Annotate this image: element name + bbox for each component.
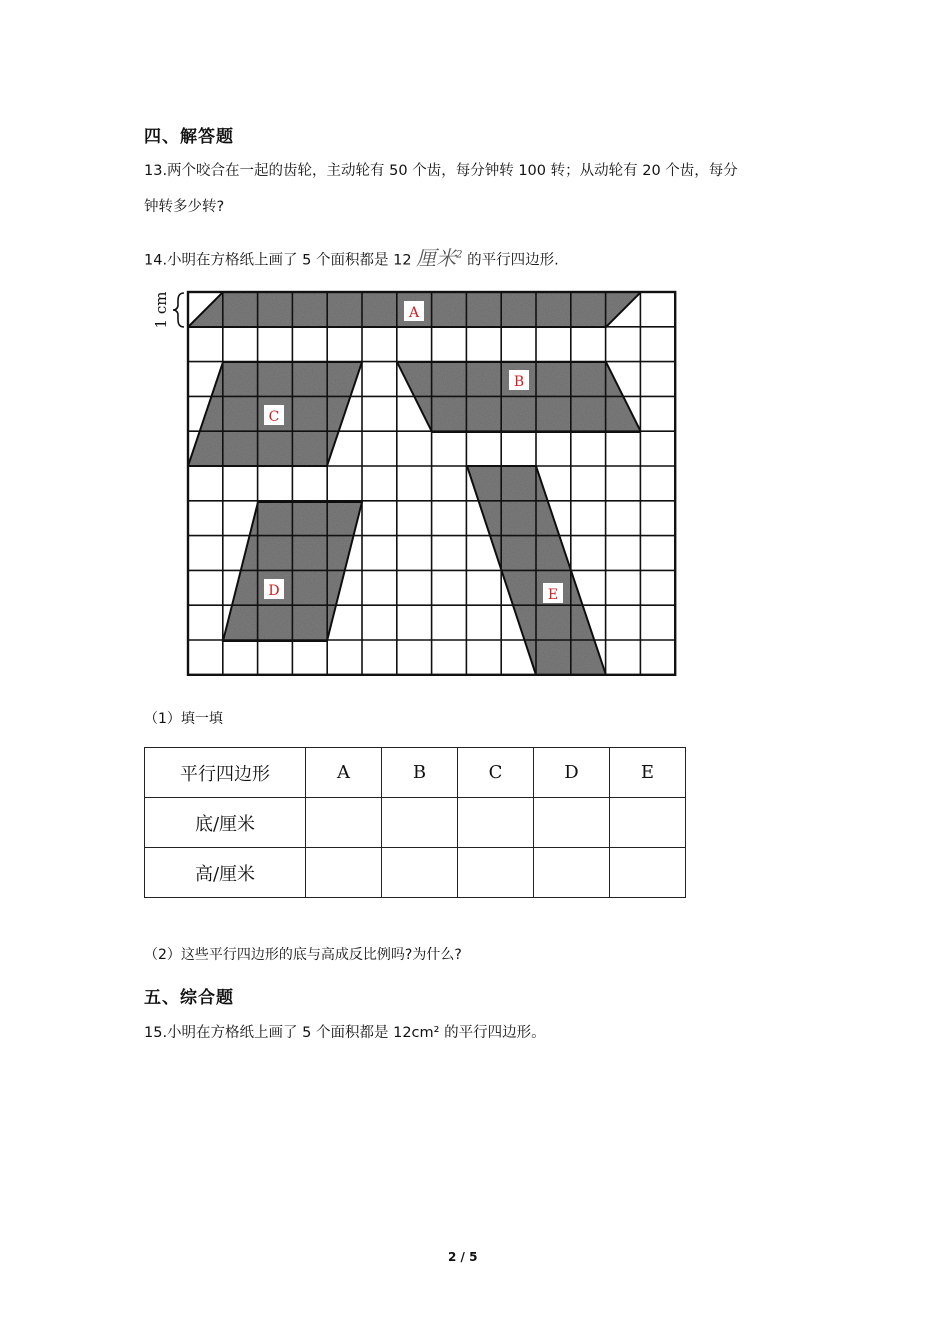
table-row [145, 848, 686, 898]
table-header-cell: D [534, 748, 610, 798]
answer-cell[interactable] [534, 848, 610, 898]
label-a: A [408, 305, 420, 321]
page-number: 2 / 5 [448, 1250, 478, 1264]
section-4-title: 四、解答题 [144, 127, 234, 147]
question-15-text: 15.小明在方格纸上画了 5 个面积都是 12cm² 的平行四边形。 [144, 1025, 546, 1041]
parallelogram-grid-figure [150, 284, 685, 679]
answer-cell[interactable] [534, 798, 610, 848]
question-14-prefix: 14.小明在方格纸上画了 5 个面积都是 12 [144, 252, 412, 269]
question-13-line-2: 钟转多少转? [144, 199, 225, 215]
table-header-cell: C [458, 748, 534, 798]
question-14-suffix: 的平行四边形. [467, 252, 559, 269]
answer-cell[interactable] [306, 798, 382, 848]
table-header-row [145, 748, 686, 798]
table-header-cell: E [610, 748, 686, 798]
answer-cell[interactable] [610, 798, 686, 848]
section-5-title: 五、综合题 [144, 988, 234, 1008]
table-header-cell: A [306, 748, 382, 798]
label-d: D [268, 583, 280, 599]
row-label-height: 高/厘米 [145, 848, 306, 898]
answer-cell[interactable] [458, 798, 534, 848]
table-header-cell: B [382, 748, 458, 798]
scale-label: 1 cm [152, 291, 170, 329]
answer-cell[interactable] [382, 848, 458, 898]
row-label-base: 底/厘米 [145, 798, 306, 848]
table-header-cell: 平行四边形 [145, 748, 306, 798]
question-14-text [144, 245, 559, 271]
table-row [145, 798, 686, 848]
answer-cell[interactable] [382, 798, 458, 848]
unit-square-cm [416, 246, 462, 270]
label-e: E [547, 587, 559, 603]
answer-cell[interactable] [458, 848, 534, 898]
answer-cell[interactable] [306, 848, 382, 898]
answer-cell[interactable] [610, 848, 686, 898]
sub-question-2: （2）这些平行四边形的底与高成反比例吗?为什么? [144, 947, 462, 963]
unit-text: 厘米 [416, 245, 457, 270]
brace-icon [173, 293, 184, 327]
label-b: B [513, 374, 525, 390]
sub-question-1: （1）填一填 [144, 711, 223, 727]
label-c: C [268, 409, 280, 425]
fill-in-table [144, 747, 686, 898]
unit-superscript: 2 [456, 249, 463, 260]
question-13-line-1: 13.两个咬合在一起的齿轮，主动轮有 50 个齿，每分钟转 100 转；从动轮有 20 个齿，每分 [144, 163, 738, 179]
